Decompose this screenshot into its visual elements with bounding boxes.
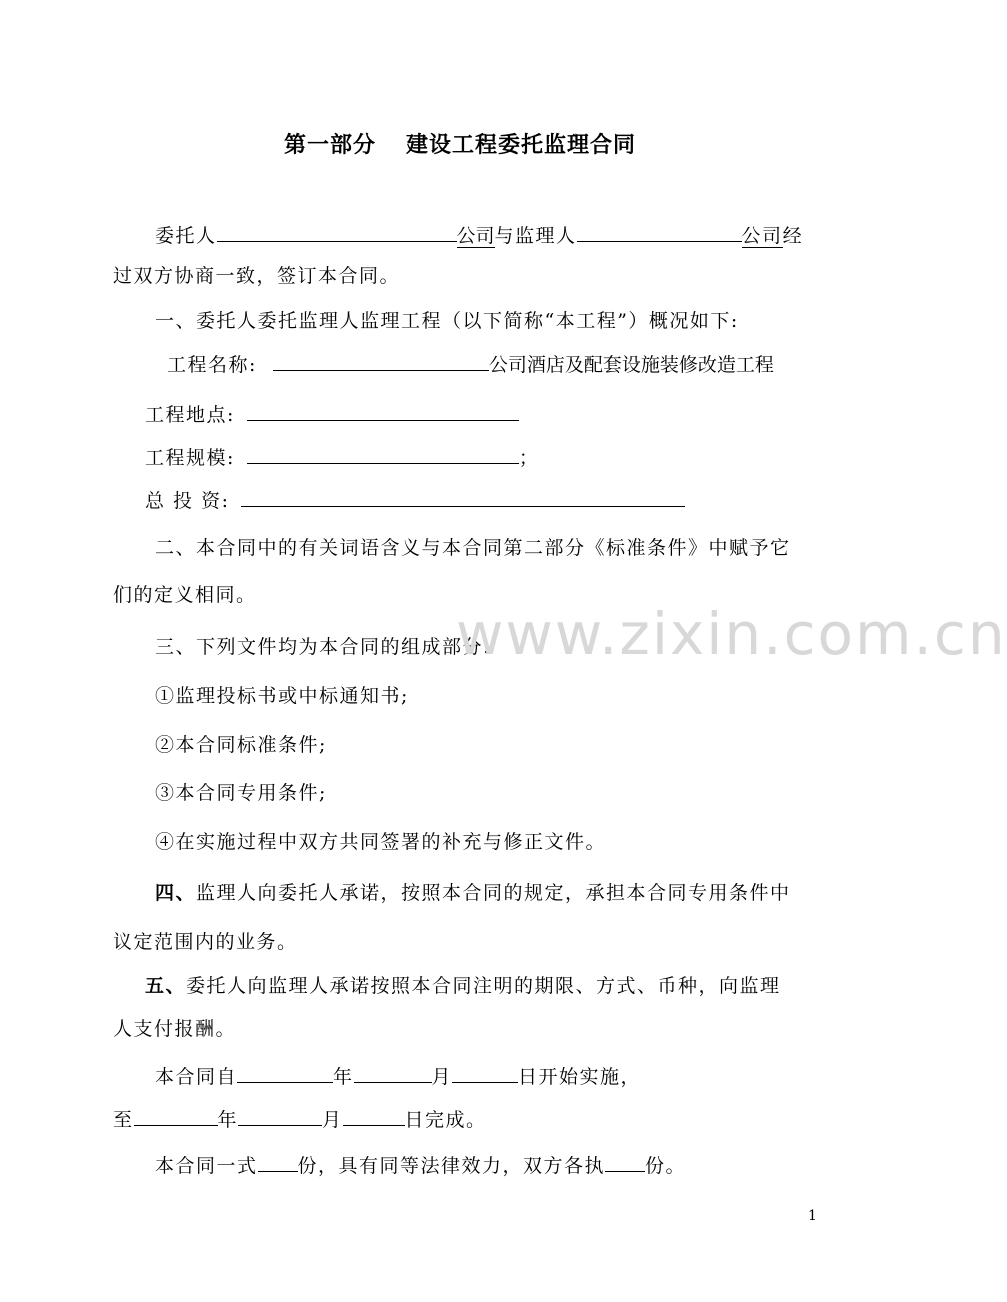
client-name-blank: [217, 219, 457, 242]
end-month-blank: [238, 1103, 322, 1126]
section-4-line-1: [155, 878, 791, 908]
start-day-blank: [452, 1060, 518, 1083]
term-end-suffix: 日完成。: [404, 1109, 487, 1131]
end-year-blank: [134, 1103, 218, 1126]
section-5-number: 五、: [145, 975, 187, 997]
copies-row: [155, 1149, 686, 1181]
term-end-row: [113, 1103, 487, 1135]
investment-label: 总 投 资:: [145, 490, 230, 512]
client-label: 委托人: [155, 225, 217, 247]
scale-label: 工程规模:: [145, 447, 235, 469]
project-location-row: [145, 398, 519, 430]
supervisor-name-blank: [577, 219, 742, 242]
project-name-blank: [273, 348, 489, 371]
copies-each-blank: [605, 1149, 645, 1172]
start-year-label: 年: [333, 1066, 354, 1088]
supervisor-company: 公司: [741, 225, 783, 247]
section-5-line-1: [145, 971, 781, 1001]
section-3-item-3: ③本合同专用条件;: [155, 782, 327, 804]
page-number: 1: [808, 1208, 817, 1224]
section-3-item-1: ①监理投标书或中标通知书;: [155, 685, 409, 707]
copies-suffix: 份。: [645, 1155, 687, 1177]
term-end-prefix: 至: [113, 1109, 134, 1131]
section-3-heading: 三、下列文件均为本合同的组成部分:: [155, 636, 491, 658]
client-company: 公司: [456, 225, 495, 247]
copies-total-blank: [258, 1149, 298, 1172]
copies-mid: 份，具有同等法律效力，双方各执: [297, 1155, 606, 1177]
section-1-heading: 一、委托人委托监理人监理工程（以下简称“本工程”）概况如下:: [155, 310, 739, 332]
end-year-label: 年: [217, 1109, 239, 1131]
supervisor-label: 与监理人: [494, 225, 577, 247]
location-label: 工程地点:: [145, 404, 235, 426]
scale-blank: [247, 441, 519, 464]
watermark: www.zixin.com.cn: [456, 600, 1007, 668]
project-scale-row: [145, 441, 539, 473]
start-month-label: 月: [431, 1066, 453, 1088]
investment-blank: [241, 484, 685, 507]
section-2-line-2: 们的定义相同。: [113, 584, 257, 606]
end-day-blank: [343, 1103, 405, 1126]
intro-line-1: [155, 219, 803, 251]
intro-line-1-suffix: 经: [782, 225, 804, 247]
copies-prefix: 本合同一式: [155, 1155, 258, 1177]
investment-row: [145, 484, 685, 516]
section-2-line-1: 二、本合同中的有关词语含义与本合同第二部分《标准条件》中赋予它: [155, 537, 791, 559]
start-month-blank: [354, 1060, 432, 1083]
section-5-line-2: 人支付报酬。: [113, 1018, 237, 1040]
section-4-number: 四、: [155, 882, 197, 904]
scale-suffix: ；: [518, 447, 540, 469]
project-name-row: [167, 348, 774, 380]
section-5-text: 委托人向监理人承诺按照本合同注明的期限、方式、币种，向监理: [186, 975, 781, 997]
term-start-row: [155, 1060, 641, 1092]
intro-line-2: 过双方协商一致，签订本合同。: [113, 265, 401, 287]
title-main: 建设工程委托监理合同: [406, 133, 637, 158]
start-year-blank: [237, 1060, 333, 1083]
term-start-suffix: 日开始实施，: [518, 1066, 642, 1088]
project-name-label: 工程名称:: [167, 354, 257, 376]
section-3-item-2: ②本合同标准条件;: [155, 734, 327, 756]
section-4-text: 监理人向委托人承诺，按照本合同的规定，承担本合同专用条件中: [196, 882, 791, 904]
document-title: [0, 128, 920, 159]
end-month-label: 月: [322, 1109, 343, 1131]
title-part: 第一部分: [283, 133, 376, 158]
term-start-prefix: 本合同自: [155, 1066, 238, 1088]
project-name-value: 公司酒店及配套设施装修改造工程: [488, 354, 774, 376]
section-4-line-2: 议定范围内的业务。: [113, 931, 298, 953]
location-blank: [247, 398, 519, 421]
section-3-item-4: ④在实施过程中双方共同签署的补充与修正文件。: [155, 831, 607, 853]
